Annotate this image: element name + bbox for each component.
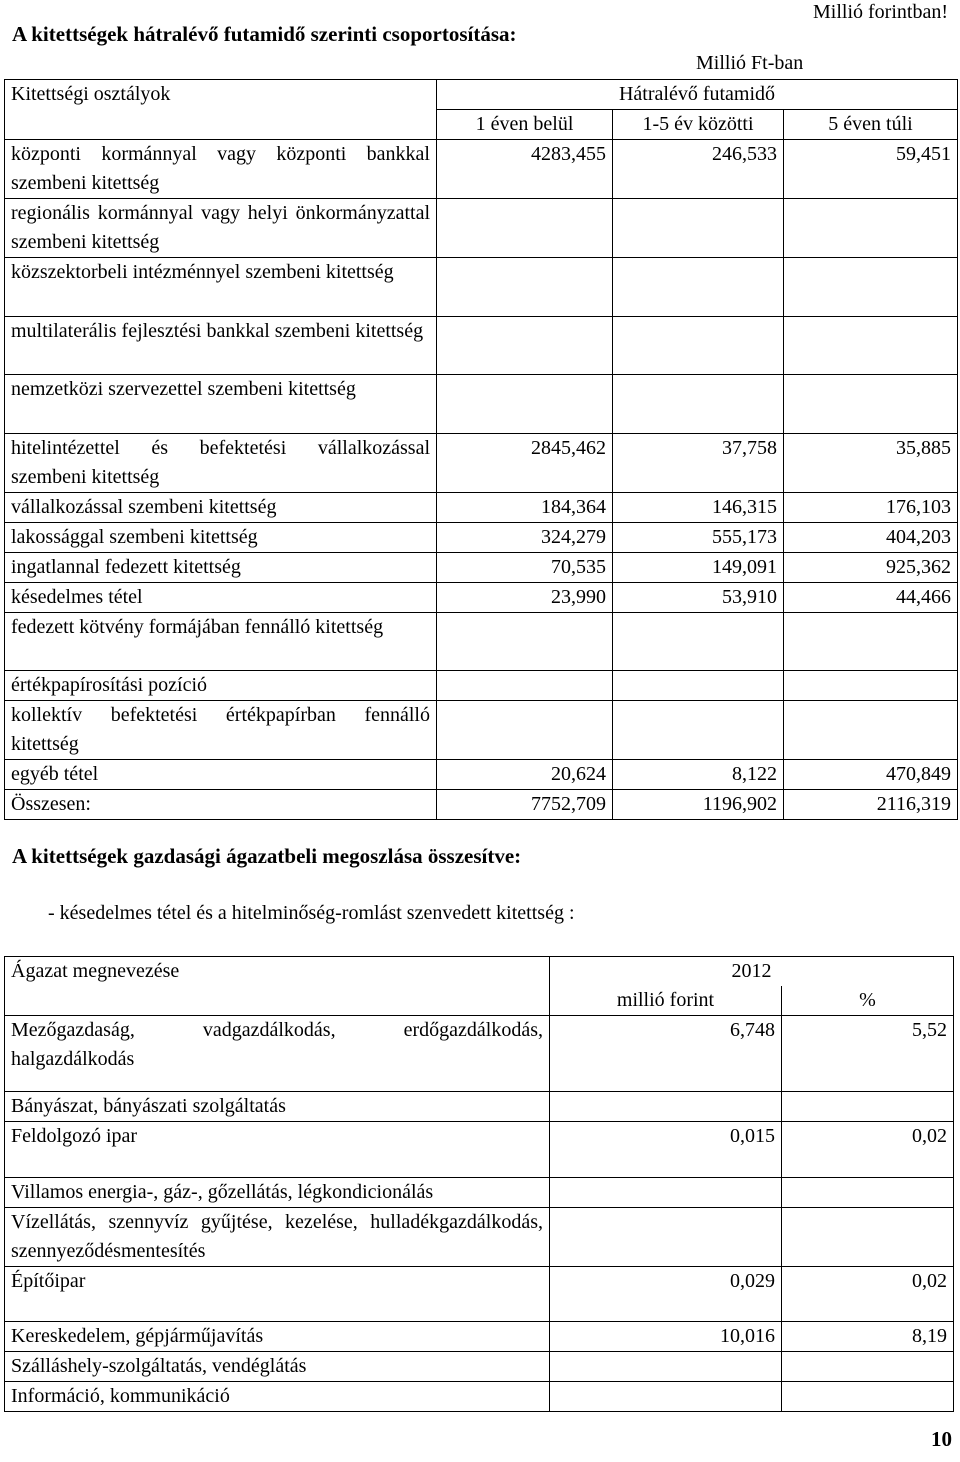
value-1-5y: 146,315 — [613, 492, 784, 522]
table-row — [5, 701, 958, 760]
value-within-1y: 324,279 — [437, 522, 613, 552]
table-row — [5, 1322, 954, 1352]
table-row — [5, 522, 958, 552]
table-row — [5, 1382, 954, 1412]
value-1-5y — [613, 671, 784, 701]
row-label: Mezőgazdaság, vadgazdálkodás, erdőgazdálkodás, halgazdálkodás — [5, 1016, 550, 1092]
value-million-forint — [550, 1207, 782, 1266]
row-label: hitelintézettel és befektetési vállalkozással szembeni kitettség — [5, 433, 437, 492]
table-row — [5, 316, 958, 375]
table-row — [5, 552, 958, 582]
value-over-5y: 59,451 — [784, 140, 958, 199]
table-row — [5, 790, 958, 820]
col-header-blank — [5, 986, 550, 1016]
row-label: lakossággal szembeni kitettség — [5, 522, 437, 552]
row-label: Vízellátás, szennyvíz gyűjtése, kezelése, hulladékgazdálkodás, szennyeződésmentesítés — [5, 1207, 550, 1266]
value-1-5y — [613, 375, 784, 434]
value-over-5y — [784, 258, 958, 317]
value-over-5y: 925,362 — [784, 552, 958, 582]
table-row — [5, 258, 958, 317]
value-1-5y: 149,091 — [613, 552, 784, 582]
value-million-forint: 6,748 — [550, 1016, 782, 1092]
value-over-5y: 176,103 — [784, 492, 958, 522]
value-over-5y: 404,203 — [784, 522, 958, 552]
row-label: Építőipar — [5, 1266, 550, 1322]
row-label: nemzetközi szervezettel szembeni kitettség — [5, 375, 437, 434]
value-1-5y — [613, 612, 784, 671]
value-1-5y: 1196,902 — [613, 790, 784, 820]
value-within-1y — [437, 375, 613, 434]
value-within-1y: 184,364 — [437, 492, 613, 522]
value-within-1y: 7752,709 — [437, 790, 613, 820]
section1-title: A kitettségek hátralévő futamidő szerinti csoportosítása: — [12, 22, 517, 46]
table-row — [5, 671, 958, 701]
col-header-sector-name: Ágazat megnevezése — [5, 957, 550, 987]
value-million-forint — [550, 1382, 782, 1412]
value-over-5y: 470,849 — [784, 760, 958, 790]
value-percent — [782, 1352, 954, 1382]
value-1-5y — [613, 701, 784, 760]
value-percent: 5,52 — [782, 1016, 954, 1092]
col-header-blank — [5, 110, 437, 140]
table-row — [5, 1092, 954, 1122]
col-header-within-1y: 1 éven belül — [437, 110, 613, 140]
value-over-5y — [784, 671, 958, 701]
table-row — [5, 1122, 954, 1178]
value-million-forint — [550, 1092, 782, 1122]
value-1-5y: 53,910 — [613, 582, 784, 612]
row-label: fedezett kötvény formájában fennálló kitettség — [5, 612, 437, 671]
row-label: regionális kormánnyal vagy helyi önkormányzattal szembeni kitettség — [5, 199, 437, 258]
section1-unit: Millió Ft-ban — [696, 52, 804, 74]
value-within-1y — [437, 316, 613, 375]
value-within-1y: 20,624 — [437, 760, 613, 790]
value-1-5y — [613, 199, 784, 258]
row-label: vállalkozással szembeni kitettség — [5, 492, 437, 522]
value-over-5y — [784, 199, 958, 258]
col-header-percent: % — [782, 986, 954, 1016]
header-note: Millió forintban! — [813, 1, 948, 23]
value-within-1y: 23,990 — [437, 582, 613, 612]
value-percent: 8,19 — [782, 1322, 954, 1352]
value-over-5y — [784, 612, 958, 671]
value-percent — [782, 1177, 954, 1207]
table-row — [5, 140, 958, 199]
value-over-5y — [784, 701, 958, 760]
row-label: értékpapírosítási pozíció — [5, 671, 437, 701]
value-1-5y — [613, 258, 784, 317]
table-row — [5, 433, 958, 492]
row-label: Információ, kommunikáció — [5, 1382, 550, 1412]
row-label: közszektorbeli intézménnyel szembeni kitettség — [5, 258, 437, 317]
table-row — [5, 375, 958, 434]
maturity-table — [4, 79, 958, 820]
row-label: Bányászat, bányászati szolgáltatás — [5, 1092, 550, 1122]
table-row — [5, 612, 958, 671]
value-over-5y — [784, 375, 958, 434]
value-million-forint: 0,015 — [550, 1122, 782, 1178]
value-1-5y: 246,533 — [613, 140, 784, 199]
table-row — [5, 760, 958, 790]
value-within-1y — [437, 612, 613, 671]
value-million-forint: 0,029 — [550, 1266, 782, 1322]
row-label: Kereskedelem, gépjárműjavítás — [5, 1322, 550, 1352]
value-within-1y: 2845,462 — [437, 433, 613, 492]
value-percent: 0,02 — [782, 1122, 954, 1178]
row-label: ingatlannal fedezett kitettség — [5, 552, 437, 582]
row-label: Összesen: — [5, 790, 437, 820]
row-label: Szálláshely-szolgáltatás, vendéglátás — [5, 1352, 550, 1382]
col-header-1-5y: 1-5 év közötti — [613, 110, 784, 140]
value-1-5y: 37,758 — [613, 433, 784, 492]
row-label: Feldolgozó ipar — [5, 1122, 550, 1178]
row-label: kollektív befektetési értékpapírban fennálló kitettség — [5, 701, 437, 760]
value-within-1y: 70,535 — [437, 552, 613, 582]
value-within-1y — [437, 701, 613, 760]
table-row — [5, 582, 958, 612]
row-label: multilaterális fejlesztési bankkal szembeni kitettség — [5, 316, 437, 375]
row-label: késedelmes tétel — [5, 582, 437, 612]
value-over-5y: 2116,319 — [784, 790, 958, 820]
col-header-exposure-class: Kitettségi osztályok — [5, 80, 437, 110]
value-over-5y: 35,885 — [784, 433, 958, 492]
sector-table — [4, 956, 954, 1412]
value-percent — [782, 1092, 954, 1122]
value-percent: 0,02 — [782, 1266, 954, 1322]
value-within-1y — [437, 671, 613, 701]
value-within-1y: 4283,455 — [437, 140, 613, 199]
value-over-5y: 44,466 — [784, 582, 958, 612]
table-row — [5, 199, 958, 258]
row-label: egyéb tétel — [5, 760, 437, 790]
col-group-remaining-maturity: Hátralévő futamidő — [437, 80, 958, 110]
table-row — [5, 492, 958, 522]
row-label: központi kormánnyal vagy központi bankkal szembeni kitettség — [5, 140, 437, 199]
value-percent — [782, 1207, 954, 1266]
col-header-year: 2012 — [550, 957, 954, 987]
table-row — [5, 1266, 954, 1322]
value-million-forint: 10,016 — [550, 1322, 782, 1352]
page-number: 10 — [931, 1427, 952, 1451]
value-1-5y: 8,122 — [613, 760, 784, 790]
value-percent — [782, 1382, 954, 1412]
section2-title: A kitettségek gazdasági ágazatbeli megoszlása összesítve: — [12, 844, 522, 868]
row-label: Villamos energia-, gáz-, gőzellátás, légkondicionálás — [5, 1177, 550, 1207]
value-over-5y — [784, 316, 958, 375]
section2-subtitle: - késedelmes tétel és a hitelminőség-romlást szenvedett kitettség : — [48, 902, 575, 924]
value-within-1y — [437, 199, 613, 258]
value-million-forint — [550, 1177, 782, 1207]
table-row — [5, 1016, 954, 1092]
value-million-forint — [550, 1352, 782, 1382]
table-row — [5, 1352, 954, 1382]
col-header-over-5y: 5 éven túli — [784, 110, 958, 140]
table-row — [5, 1207, 954, 1266]
value-1-5y — [613, 316, 784, 375]
value-1-5y: 555,173 — [613, 522, 784, 552]
value-within-1y — [437, 258, 613, 317]
col-header-million-forint: millió forint — [550, 986, 782, 1016]
table-row — [5, 1177, 954, 1207]
